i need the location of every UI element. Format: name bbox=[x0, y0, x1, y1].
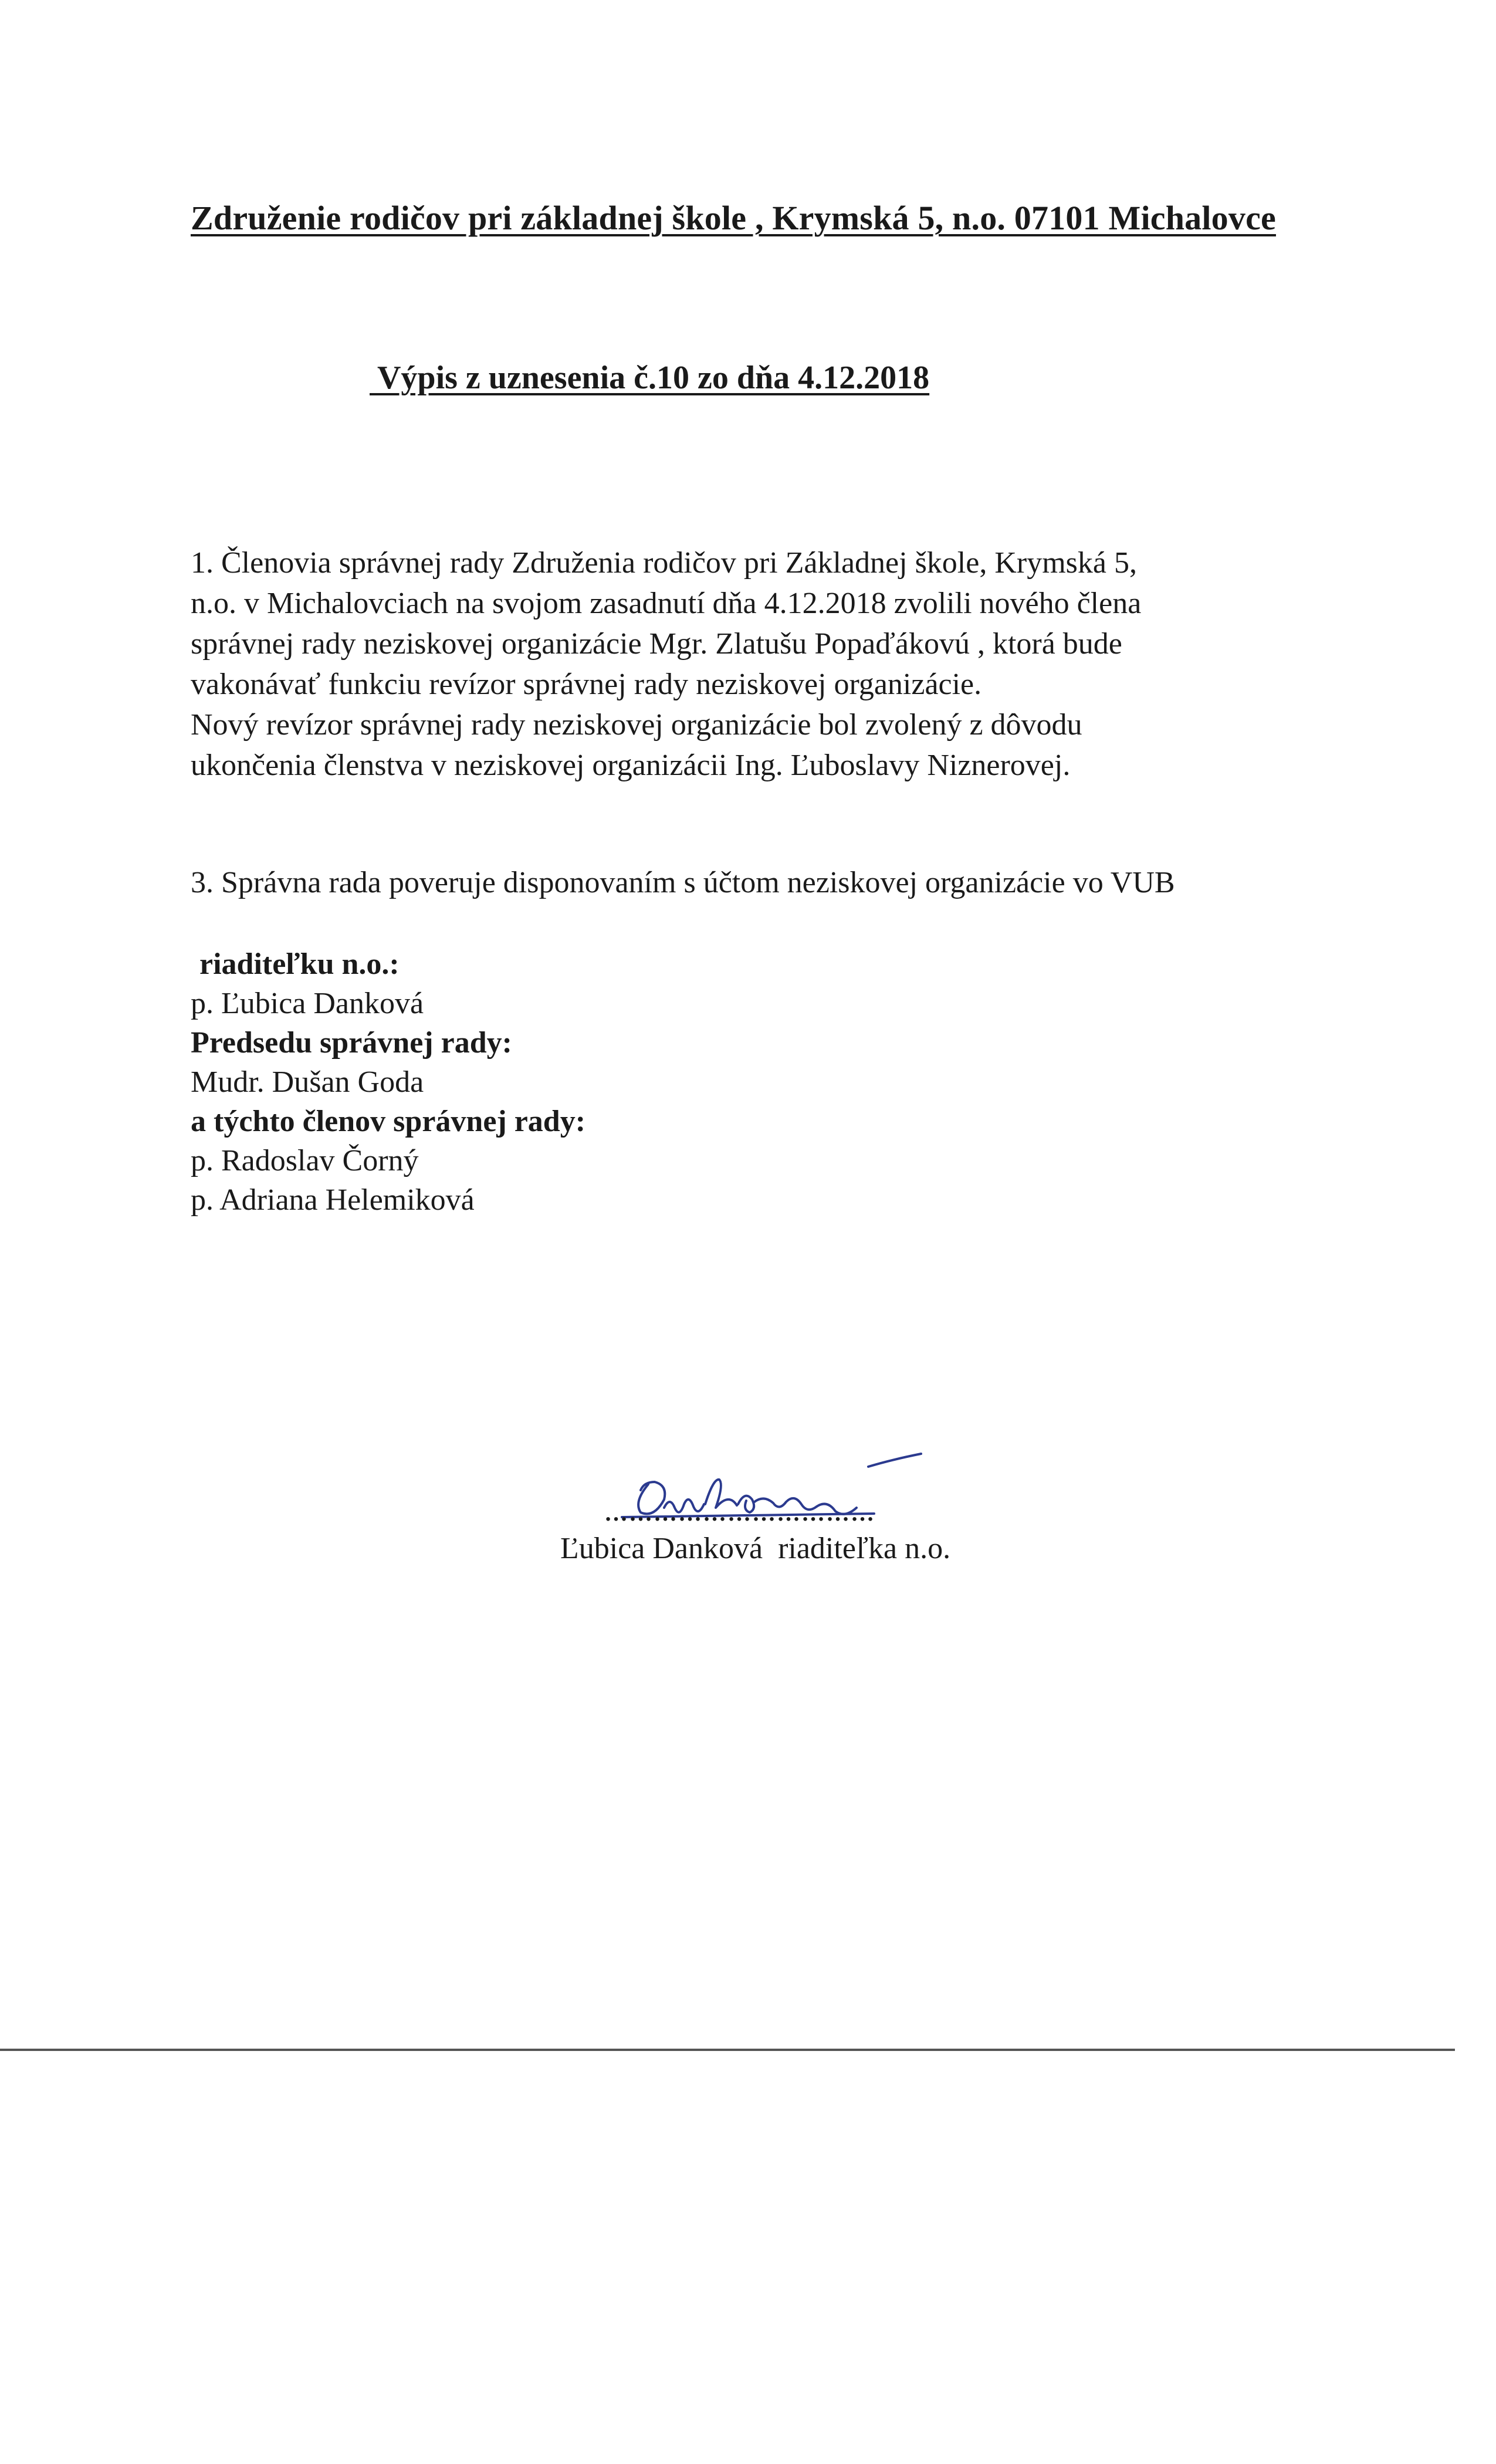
authorized-persons-list bbox=[191, 945, 585, 1220]
resolution-1-line: n.o. v Michalovciach na svojom zasadnutí dňa 4.12.2018 zvolili nového člena bbox=[191, 587, 1142, 620]
chair-name: Mudr. Dušan Goda bbox=[191, 1065, 424, 1099]
resolution-1-line: správnej rady neziskovej organizácie Mgr. Zlatušu Popaďákovú , ktorá bude bbox=[191, 627, 1122, 661]
members-label: a týchto členov správnej rady: bbox=[191, 1105, 586, 1138]
page-bottom-rule bbox=[0, 2049, 1455, 2051]
resolution-1-line: ukončenia členstva v neziskovej organizácii Ing. Ľuboslavy Niznerovej. bbox=[191, 749, 1071, 782]
resolution-1-line: vakonávať funkciu revízor správnej rady neziskovej organizácie. bbox=[191, 668, 982, 701]
resolution-1-paragraph bbox=[191, 543, 1317, 786]
resolution-3-paragraph: 3. Správna rada poveruje disponovaním s účtom neziskovej organizácie vo VUB bbox=[191, 866, 1175, 899]
member-name: p. Adriana Helemiková bbox=[191, 1183, 475, 1217]
chair-label: Predsedu správnej rady: bbox=[191, 1026, 512, 1060]
member-name: p. Radoslav Čorný bbox=[191, 1144, 419, 1177]
signatory-caption: Ľubica Danková riaditeľka n.o. bbox=[560, 1532, 951, 1565]
director-label: riaditeľku n.o.: bbox=[199, 947, 400, 981]
director-name: p. Ľubica Danková bbox=[191, 987, 424, 1020]
resolution-1-line: 1. Členovia správnej rady Združenia rodičov pri Základnej škole, Krymská 5, bbox=[191, 546, 1137, 580]
organization-header: Združenie rodičov pri základnej škole , Krymská 5, n.o. 07101 Michalovce bbox=[191, 199, 1276, 237]
document-title: Výpis z uznesenia č.10 zo dňa 4.12.2018 bbox=[370, 360, 930, 396]
resolution-1-line: Nový revízor správnej rady neziskovej organizácie bol zvolený z dôvodu bbox=[191, 708, 1082, 742]
signature-dotted-line: …………………………… bbox=[604, 1500, 875, 1526]
